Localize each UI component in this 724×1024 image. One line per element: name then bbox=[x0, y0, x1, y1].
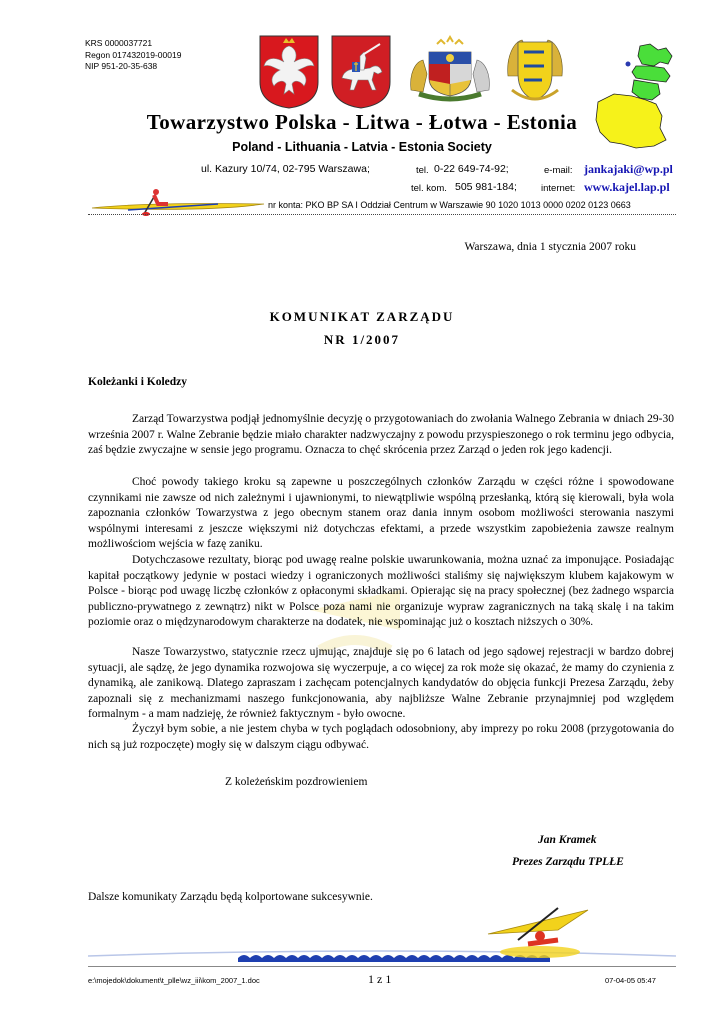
website-link[interactable]: www.kajel.lap.pl bbox=[584, 180, 670, 194]
greeting: Koleżanki i Koledzy bbox=[88, 376, 188, 388]
estonia-coat-of-arms-icon bbox=[504, 34, 566, 110]
poland-eagle-emblem-icon bbox=[258, 34, 320, 110]
nip-number: NIP 951-20-35-638 bbox=[85, 61, 158, 71]
email-link[interactable]: jankajaki@wp.pl bbox=[584, 162, 673, 176]
tel-number: 0-22 649-74-92; bbox=[434, 163, 509, 175]
latvia-coat-of-arms-icon bbox=[405, 34, 495, 110]
document-path: e:\mojedok\dokument\t_plle\wz_iii\kom_2007_1.doc bbox=[88, 976, 260, 985]
regon-number: Regon 017432019-00019 bbox=[85, 49, 182, 60]
tel-label: tel. bbox=[416, 165, 429, 176]
communique-number: NR 1/2007 bbox=[323, 332, 401, 347]
closing-note: Dalsze komunikaty Zarządu będą kolportowane sukcesywnie. bbox=[88, 891, 373, 903]
letter-date: Warszawa, dnia 1 stycznia 2007 roku bbox=[464, 241, 636, 253]
paragraph-1: Zarząd Towarzystwa podjął jednomyślnie decyzję o przygotowaniach do zwołania Walnego Zebrania w dniach 29-30 września 2007 r. Walne Zebranie będzie miało charakter nadzwyczajny z powodu przyspieszonego o rok terminu jego odbycia, zaś będzie zwyczajne w sensie jego programu. Oznacza to chęć skrócenia przez Zarząd o jeden rok jego kadencji. bbox=[88, 413, 674, 457]
footer-divider bbox=[88, 966, 676, 967]
header-divider bbox=[88, 214, 676, 215]
paragraph-4: Nasze Towarzystwo, statycznie rzecz ujmując, znajduje się po 6 latach od jego sądowej rejestracji w bardzo dobrej sytuacji, ale sądzę, że jego dynamika rozwojowa się wyczerpuje, a co więcej za rok może się okazać, że mamy do czynienia z dynamiką, ale zanikową. Dlatego zapraszam i zachęcam potencjalnych kandydatów do objęcia funkcji Prezesa Zarządu, żeby zapoznali się z mechanizmami naszego funkcjonowania, aby najbliższe Walne Zebranie przynajmniej pod względem formalnym - a mam nadzieję, że również faktycznym - było owocne. bbox=[88, 646, 674, 721]
paragraph-2: Choć powody takiego kroku są zapewne u poszczególnych członków Zarządu w części różne i spowodowane czynnikami nie zawsze od nich zależnymi i ujawnionymi, to niewątpliwie wspólną przesłanką, którą się kierowali, była wola zapoznania członków Towarzystwa z jego obecnym stanem oraz dania innym osobom możliwości sterowania naszymi wspólnymi interesami z jeszcze większymi niż dotychczas efektami, a przede wszystkim zapobieżenia zawsze realnym możliwościom wejścia w fazę zaniku. bbox=[88, 476, 674, 551]
society-title: Towarzystwo Polska - Litwa - Łotwa - Estonia bbox=[146, 110, 578, 134]
society-subtitle: Poland - Lithuania - Latvia - Estonia Society bbox=[232, 140, 492, 154]
lithuania-vytis-emblem-icon bbox=[330, 34, 392, 110]
email-label: e-mail: bbox=[544, 165, 573, 176]
page-number: 1 z 1 bbox=[368, 972, 392, 986]
signature-title: Prezes Zarządu TPLŁE bbox=[512, 856, 624, 868]
signature-name: Jan Kramek bbox=[538, 834, 597, 846]
print-timestamp: 07-04-05 05:47 bbox=[605, 976, 656, 985]
kayaker-footer-icon bbox=[88, 900, 676, 964]
paragraph-5: Życzył bym sobie, a nie jestem chyba w tych poglądach odosobniony, aby imprezy po roku 2008 (przygotowania do nich są już rozpoczęte) mogły się w dalszym ciągu odbywać. bbox=[88, 723, 674, 751]
telkom-label: tel. kom. bbox=[411, 183, 447, 194]
closing-phrase: Z koleżeńskim pozdrowieniem bbox=[225, 776, 368, 788]
telkom-number: 505 981-184; bbox=[455, 181, 517, 193]
paragraph-3: Dotychczasowe rezultaty, biorąc pod uwagę realne polskie uwarunkowania, można uznać za imponujące. Posiadając kapitał początkowy jedynie w postaci wiedzy i ograniczonych możliwości staliśmy się największym klubem kajakowym w Polsce - biorąc pod uwagę liczbę członków z opłaconymi składkami. Opierając się na pracy społecznej (bez żadnego wsparcia publiczno-prywatnego z zewnątrz) nikt w Polsce poza nami nie organizuje wypraw zagranicznych na taką skalę i na takim poziomie oraz o międzynarodowym charakterze na dodatek, nie wspominając już o kosztach niższych o 30%. bbox=[88, 554, 674, 629]
registry-block bbox=[85, 38, 181, 73]
internet-label: internet: bbox=[541, 183, 576, 194]
krs-number: KRS 0000037721 bbox=[85, 38, 153, 48]
bank-account: nr konta: PKO BP SA I Oddział Centrum w Warszawie 90 1020 1013 0000 0202 0123 0663 bbox=[268, 200, 631, 210]
communique-heading: KOMUNIKAT ZARZĄDU bbox=[269, 309, 455, 324]
address: ul. Kazury 10/74, 02-795 Warszawa; bbox=[201, 163, 370, 175]
